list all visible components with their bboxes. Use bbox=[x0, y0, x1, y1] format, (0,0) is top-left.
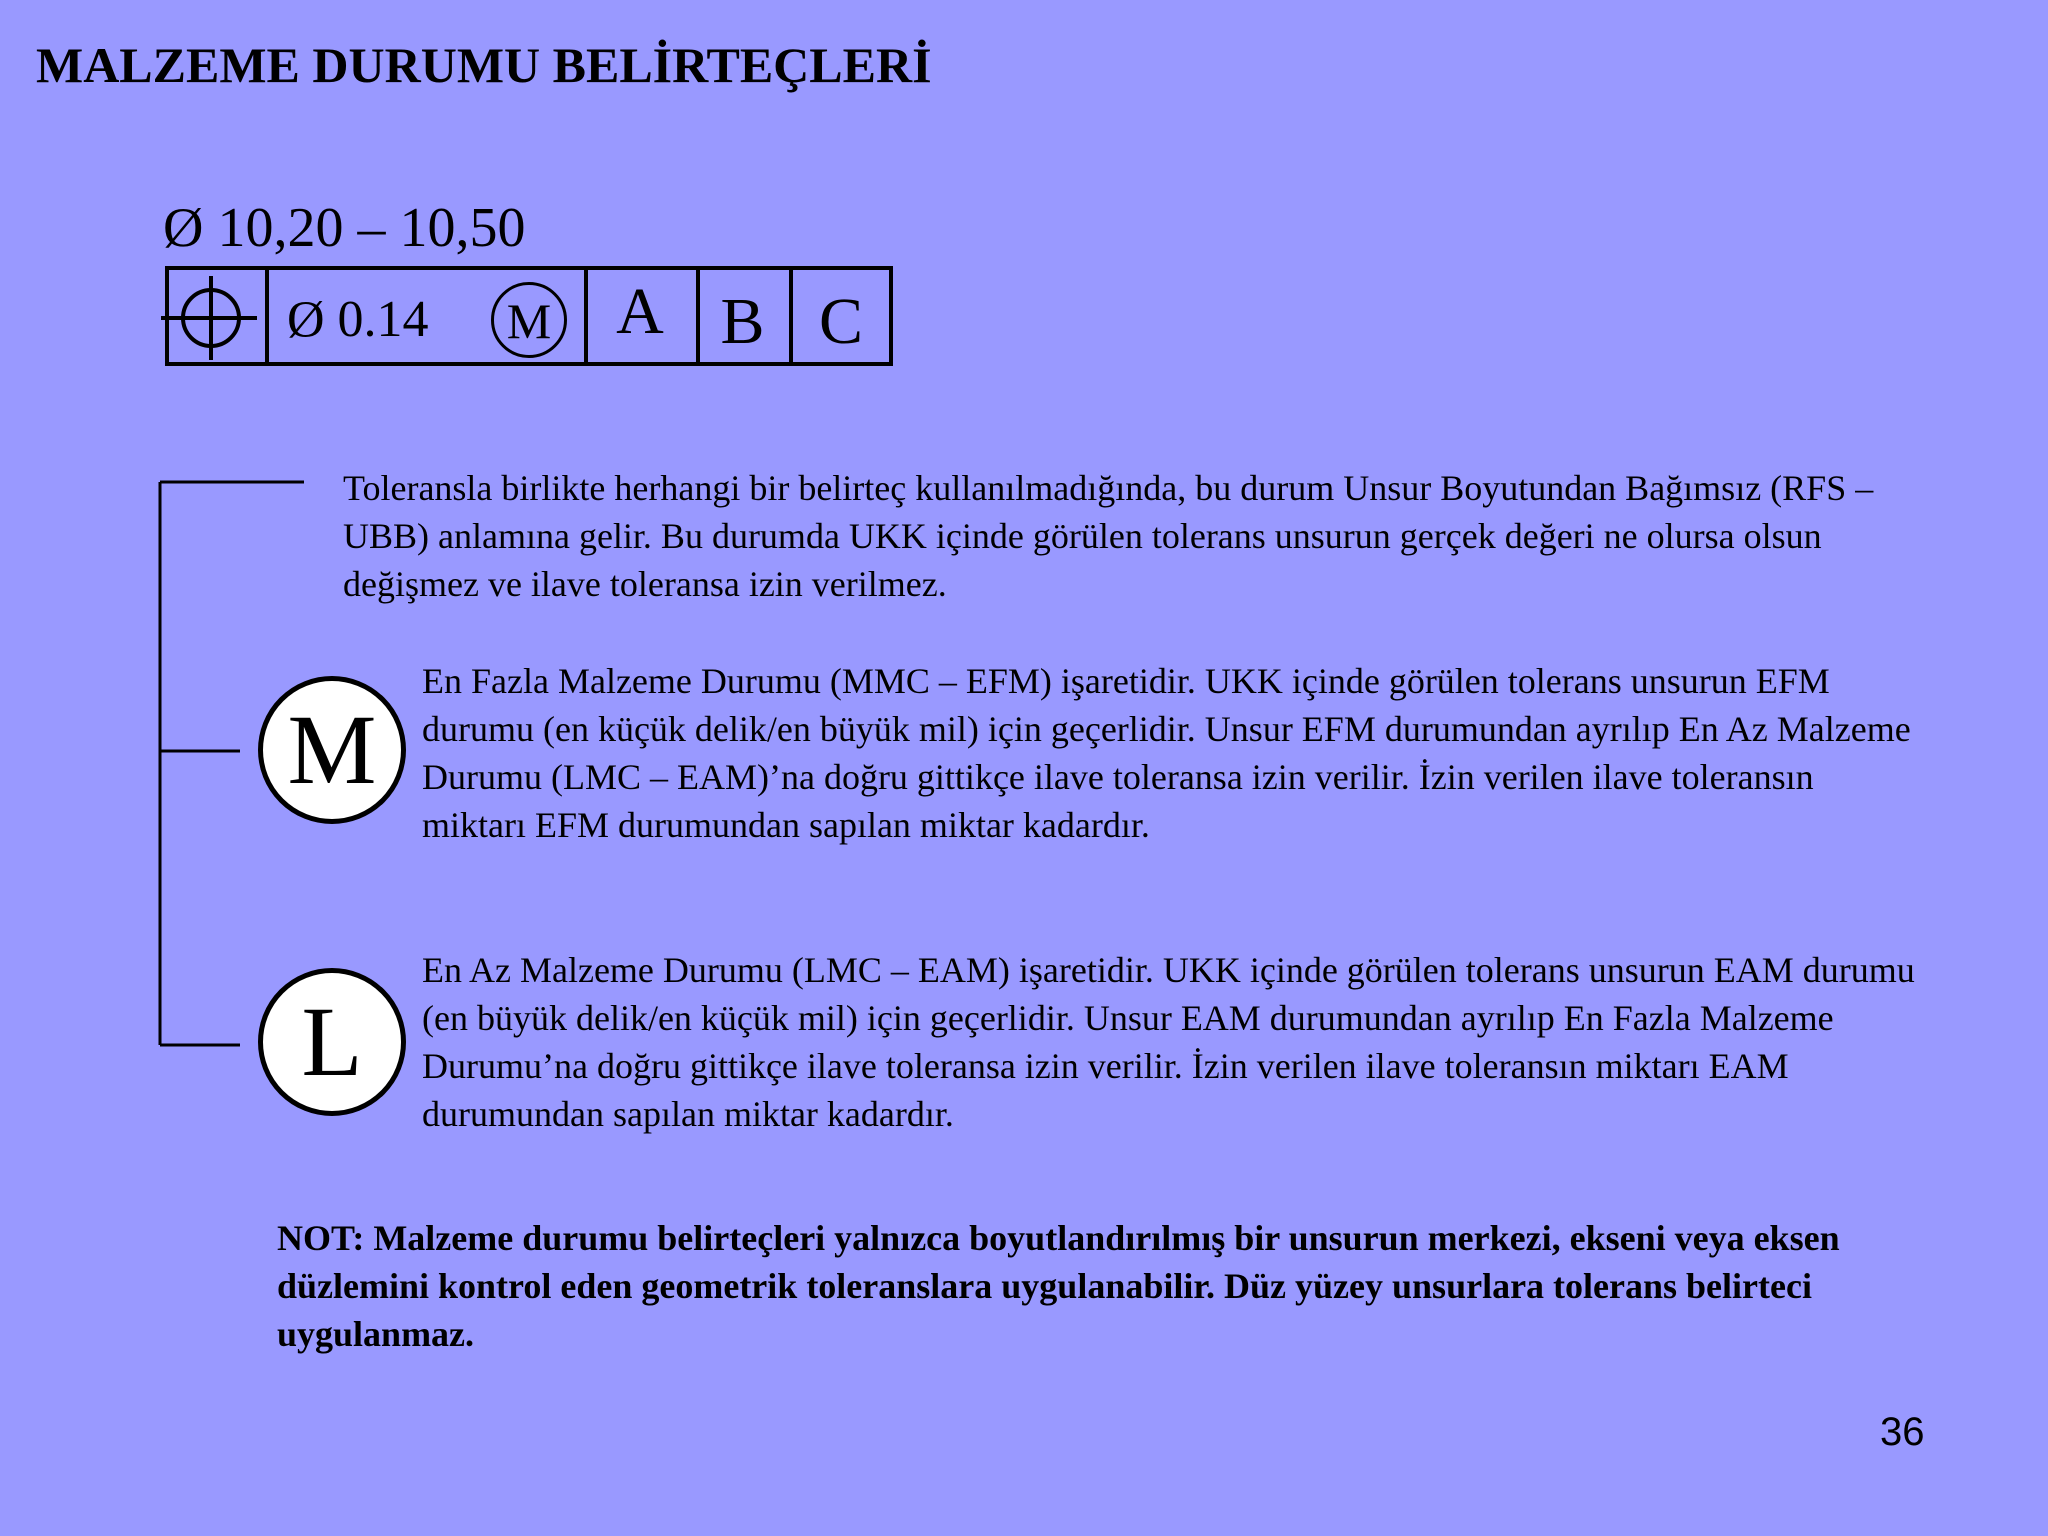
tolerance-value: Ø 0.14 bbox=[287, 291, 429, 348]
datum-a: A bbox=[616, 275, 664, 348]
note-text: NOT: Malzeme durumu belirteçleri yalnızca boyutlandırılmış bir unsurun merkezi, ekseni veya eksen düzlemini kontrol eden geometrik toleranslara uygulanabilir. Düz yüzey unsurlara tolerans belirteci uygulanmaz. bbox=[277, 1218, 1840, 1354]
feature-control-frame bbox=[165, 266, 893, 366]
datum-c-cell bbox=[789, 270, 893, 362]
page-number: 36 bbox=[1880, 1410, 1925, 1454]
datum-a-cell bbox=[584, 270, 700, 362]
mmc-symbol-large: M bbox=[258, 676, 406, 824]
lmc-description: En Az Malzeme Durumu (LMC – EAM) işaretidir. UKK içinde görülen tolerans unsurun EAM durumu (en büyük delik/en küçük mil) için geçerlidir. Unsur EAM durumundan ayrılıp En Fazla Malzeme Durumu’na doğru gittikçe ilave toleransa izin verilir. İzin verilen ilave toleransın miktarı EAM durumundan sapılan miktar kadardır. bbox=[422, 950, 1915, 1134]
lmc-symbol-large: L bbox=[258, 968, 406, 1116]
fcf-tolerance-cell bbox=[265, 270, 588, 362]
slide-title: MALZEME DURUMU BELİRTEÇLERİ bbox=[36, 37, 932, 93]
datum-b-cell bbox=[696, 270, 793, 362]
datum-b: B bbox=[720, 285, 765, 358]
rfs-description: Toleransla birlikte herhangi bir belirteç kullanılmadığında, bu durum Unsur Boyutundan Bağımsız (RFS – UBB) anlamına gelir. Bu durumda UKK içinde görülen tolerans unsurun gerçek değeri ne olursa olsun değişmez ve ilave toleransa izin verilmez. bbox=[343, 468, 1874, 604]
datum-c: C bbox=[818, 285, 864, 358]
fcf-symbol-cell bbox=[169, 270, 269, 362]
mmc-modifier-symbol: M bbox=[491, 282, 567, 358]
mmc-description: En Fazla Malzeme Durumu (MMC – EFM) işaretidir. UKK içinde görülen tolerans unsurun EFM durumu (en küçük delik/en büyük mil) için geçerlidir. Unsur EFM durumundan ayrılıp En Az Malzeme Durumu (LMC – EAM)’na doğru gittikçe ilave toleransa izin verilir. İzin verilen ilave toleransın miktarı EFM durumundan sapılan miktar kadardır. bbox=[422, 661, 1911, 845]
position-icon bbox=[161, 276, 261, 360]
dimension-label: Ø 10,20 – 10,50 bbox=[163, 197, 526, 259]
